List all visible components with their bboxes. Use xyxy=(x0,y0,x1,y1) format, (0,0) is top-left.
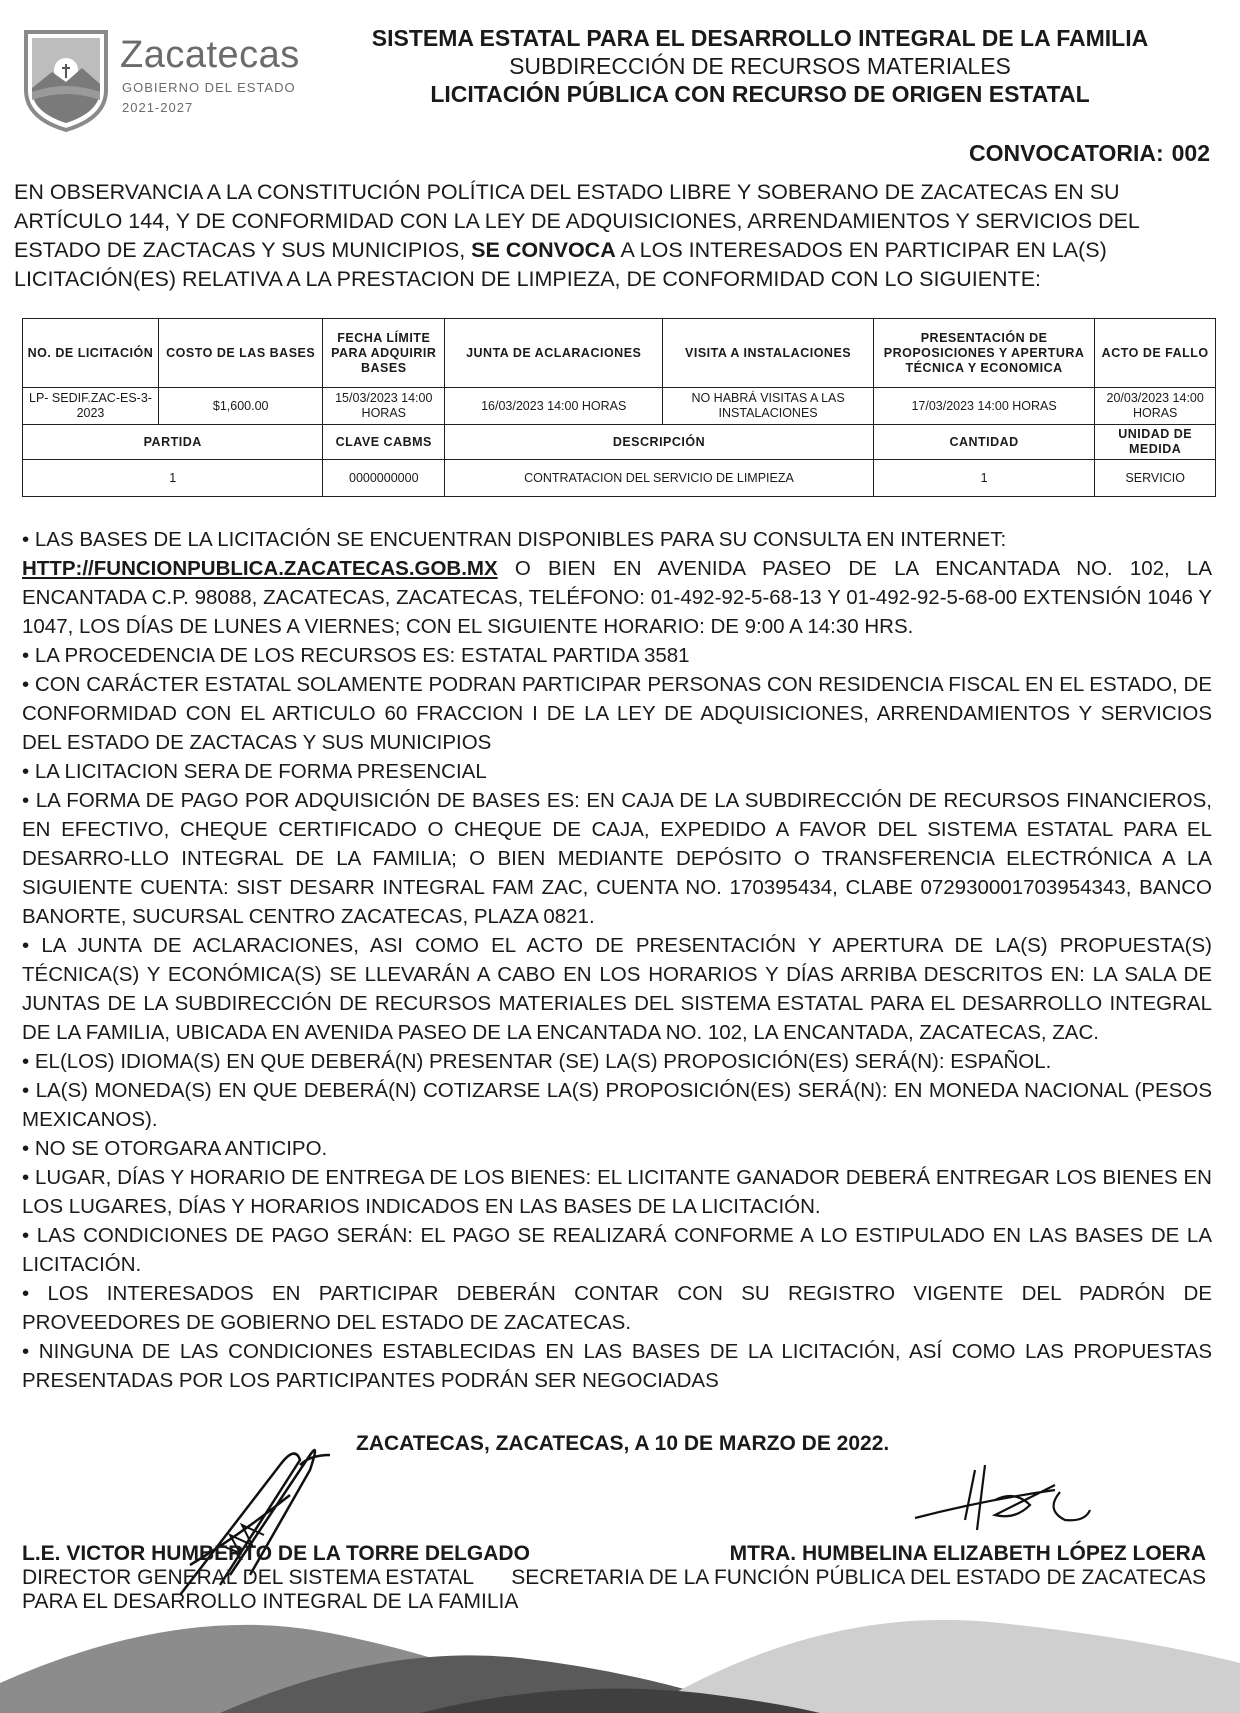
list-item: • LA LICITACION SERA DE FORMA PRESENCIAL xyxy=(22,760,487,783)
list-item: • LA PROCEDENCIA DE LOS RECURSOS ES: ESTATAL PARTIDA 3581 xyxy=(22,644,690,667)
footer-decoration xyxy=(0,1563,1240,1713)
list-item: • LA(S) MONEDA(S) EN QUE DEBERÁ(N) COTIZARSE LA(S) PROPOSICIÓN(ES) SERÁ(N): EN MONEDA NACIONAL (PESOS MEXICANOS). xyxy=(22,1079,1212,1131)
table-cell: $1,600.00 xyxy=(158,388,322,425)
table-cell: 16/03/2023 14:00 HORAS xyxy=(445,388,663,425)
header-cell: VISITA A INSTALACIONES xyxy=(663,319,874,388)
signatory-left-name: L.E. VICTOR HUMBERTO DE LA TORRE DELGADO xyxy=(22,1542,530,1565)
header-subdirection: SUBDIRECCIÓN DE RECURSOS MATERIALES xyxy=(509,53,1011,79)
list-item: • LAS CONDICIONES DE PAGO SERÁN: EL PAGO SE REALIZARÁ CONFORME A LO ESTIPULADO EN LAS BASES DE LA LICITACIÓN. xyxy=(22,1224,1212,1276)
table-header-row xyxy=(23,319,1216,388)
header-cell: COSTO DE LAS BASES xyxy=(158,319,322,388)
table-cell: LP- SEDIF.ZAC-ES-3-2023 xyxy=(23,388,159,425)
intro-bold-se-convoca: SE CONVOCA xyxy=(471,238,616,262)
logo-name: Zacatecas xyxy=(120,34,300,76)
table-row xyxy=(23,388,1216,425)
signatory-left-title: PARA EL DESARROLLO INTEGRAL DE LA FAMILIA xyxy=(22,1590,519,1613)
table-header-row xyxy=(23,425,1216,460)
bases-url-link[interactable]: HTTP://FUNCIONPUBLICA.ZACATECAS.GOB.MX xyxy=(22,557,498,580)
table-cell: 17/03/2023 14:00 HORAS xyxy=(873,388,1094,425)
list-item: • EL(LOS) IDIOMA(S) EN QUE DEBERÁ(N) PRESENTAR (SE) LA(S) PROPOSICIÓN(ES) SERÁ(N): ESPAÑOL. xyxy=(22,1050,1052,1073)
table-cell: CONTRATACION DEL SERVICIO DE LIMPIEZA xyxy=(445,460,874,497)
list-item xyxy=(22,525,1212,641)
conditions-list xyxy=(22,525,1212,1395)
zacatecas-logo xyxy=(22,28,322,138)
signatory-left-title: DIRECTOR GENERAL DEL SISTEMA ESTATAL xyxy=(22,1566,474,1589)
table-cell: 0000000000 xyxy=(323,460,445,497)
table-cell: 1 xyxy=(873,460,1094,497)
logo-subtitle: GOBIERNO DEL ESTADO xyxy=(122,80,296,95)
table-row xyxy=(23,460,1216,497)
table-cell: SERVICIO xyxy=(1095,460,1216,497)
logo-years: 2021-2027 xyxy=(122,100,194,115)
header-cell: JUNTA DE ACLARACIONES xyxy=(445,319,663,388)
header-cell: NO. DE LICITACIÓN xyxy=(23,319,159,388)
convocatoria-number xyxy=(969,140,1210,167)
list-item: • LOS INTERESADOS EN PARTICIPAR DEBERÁN CONTAR CON SU REGISTRO VIGENTE DEL PADRÓN DE PROVEEDORES DE GOBIERNO DEL ESTADO DE ZACATECAS. xyxy=(22,1282,1212,1334)
header-cell: PRESENTACIÓN DE PROPOSICIONES Y APERTURA TÉCNICA Y ECONOMICA xyxy=(873,319,1094,388)
intro-paragraph xyxy=(14,178,1224,294)
list-item: • NINGUNA DE LAS CONDICIONES ESTABLECIDAS EN LAS BASES DE LA LICITACIÓN, ASÍ COMO LAS PROPUESTAS PRESENTADAS POR LOS PARTICIPANTES PODRÁN SER NEGOCIADAS xyxy=(22,1340,1212,1392)
list-item: • LA JUNTA DE ACLARACIONES, ASI COMO EL ACTO DE PRESENTACIÓN Y APERTURA DE LA(S) PROPUESTA(S) TÉCNICA(S) Y ECONÓMICA(S) SE LLEVARÁN A CABO EN LOS HORARIOS Y DÍAS ARRIBA DESCRITOS EN: LA SALA DE JUNTAS DE LA SUBDIRECCIÓN DE RECURSOS MATERIALES DEL SISTEMA ESTATAL PARA EL DESARROLLO INTEGRAL DE LA FAMILIA, UBICADA EN AVENIDA PASEO DE LA ENCANTADA NO. 102, LA ENCANTADA, ZACATECAS, ZAC. xyxy=(22,934,1212,1044)
header-cell: UNIDAD DE MEDIDA xyxy=(1095,425,1216,460)
convocatoria-label: CONVOCATORIA: xyxy=(968,140,1164,166)
table-cell: 1 xyxy=(23,460,323,497)
place-and-date: ZACATECAS, ZACATECAS, A 10 DE MARZO DE 2022. xyxy=(356,1432,890,1455)
bullet-text: O BIEN EN AVENIDA PASEO DE LA ENCANTADA NO. 102, LA ENCANTADA C.P. 98088, ZACATECAS, ZACATECAS, TELÉFONO: 01-492-92-5-68-13 Y 01-492-92-5-68-00 EXTENSIÓN 1046 Y 1047, LOS DÍAS DE LUNES A VIERNES; CON EL SIGUIENTE HORARIO: DE 9:00 A 14:30 HRS. xyxy=(22,557,1212,638)
intro-text-start: EN OBSERVANCIA A LA CONSTITUCIÓN POLÍTICA DEL ESTADO LIBRE Y SOBERANO DE ZACATECAS EN SU ARTÍCULO 144, Y DE CONFORMIDAD CON LA LEY DE ADQUISICIONES, ARRENDAMIENTOS Y SERVICIOS DEL ESTADO DE ZACTACAS Y SUS MUNICIPIOS, xyxy=(14,180,1140,262)
list-item: • LA FORMA DE PAGO POR ADQUISICIÓN DE BASES ES: EN CAJA DE LA SUBDIRECCIÓN DE RECURSOS FINANCIEROS, EN EFECTIVO, CHEQUE CERTIFICADO O CHEQUE DE CAJA, EXPEDIDO A FAVOR DEL SISTEMA ESTATAL PARA EL DESARRO-LLO INTEGRAL DE LA FAMILIA; O BIEN MEDIANTE DEPÓSITO O TRANSFERENCIA ELECTRÓNICA A LA SIGUIENTE CUENTA: SIST DESARR INTEGRAL FAM ZAC, CUENTA NO. 170395434, CLABE 072930001703954343, BANCO BANORTE, SUCURSAL CENTRO ZACATECAS, PLAZA 0821. xyxy=(22,789,1212,928)
header-cell: DESCRIPCIÓN xyxy=(445,425,874,460)
header-institution: SISTEMA ESTATAL PARA EL DESARROLLO INTEGRAL DE LA FAMILIA xyxy=(371,25,1149,51)
header-cell: FECHA LÍMITE PARA ADQUIRIR BASES xyxy=(323,319,445,388)
bullet-text: • LAS BASES DE LA LICITACIÓN SE ENCUENTRAN DISPONIBLES PARA SU CONSULTA EN INTERNET: xyxy=(22,528,1007,551)
list-item: • LUGAR, DÍAS Y HORARIO DE ENTREGA DE LOS BIENES: EL LICITANTE GANADOR DEBERÁ ENTREGAR LOS BIENES EN LOS LUGARES, DÍAS Y HORARIOS INDICADOS EN LAS BASES DE LA LICITACIÓN. xyxy=(22,1166,1212,1218)
convocatoria-value: 002 xyxy=(1171,140,1210,166)
signature-right-graphic xyxy=(905,1460,1105,1540)
intro-text-end: A LOS INTERESADOS EN PARTICIPAR EN LA(S) LICITACIÓN(ES) RELATIVA A LA PRESTACION DE LIMPIEZA, DE CONFORMIDAD CON LO SIGUIENTE: xyxy=(14,238,1107,291)
table-cell: NO HABRÁ VISITAS A LAS INSTALACIONES xyxy=(663,388,874,425)
signatory-right-title: SECRETARIA DE LA FUNCIÓN PÚBLICA DEL ESTADO DE ZACATECAS xyxy=(511,1566,1206,1589)
tender-table xyxy=(22,318,1216,497)
header-cell: ACTO DE FALLO xyxy=(1095,319,1216,388)
header-cell: CLAVE CABMS xyxy=(323,425,445,460)
table-cell: 20/03/2023 14:00 HORAS xyxy=(1095,388,1216,425)
list-item: • NO SE OTORGARA ANTICIPO. xyxy=(22,1137,328,1160)
table-cell: 15/03/2023 14:00 HORAS xyxy=(323,388,445,425)
header-cell: PARTIDA xyxy=(23,425,323,460)
document-header xyxy=(320,24,1200,108)
header-cell: CANTIDAD xyxy=(873,425,1094,460)
header-tender-type: LICITACIÓN PÚBLICA CON RECURSO DE ORIGEN ESTATAL xyxy=(430,81,1090,107)
shield-icon xyxy=(22,28,110,132)
list-item: • CON CARÁCTER ESTATAL SOLAMENTE PODRAN PARTICIPAR PERSONAS CON RESIDENCIA FISCAL EN EL ESTADO, DE CONFORMIDAD CON EL ARTICULO 60 FRACCION I DE LA LEY DE ADQUISICIONES, ARRENDAMIENTOS Y SERVICIOS DEL ESTADO DE ZACTACAS Y SUS MUNICIPIOS xyxy=(22,673,1212,754)
signatory-right-name: MTRA. HUMBELINA ELIZABETH LÓPEZ LOERA xyxy=(729,1542,1206,1565)
